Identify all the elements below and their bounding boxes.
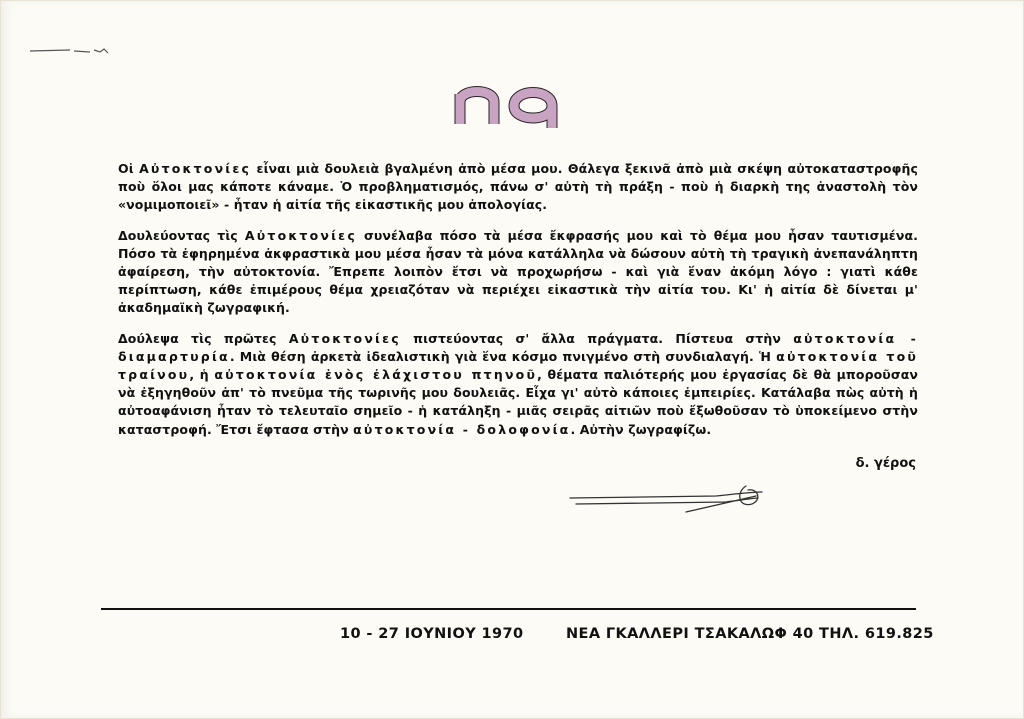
emphasized-term: Αὐτοκτονίες [244,227,357,243]
paragraph-text: . Αὐτὴν ζωγραφίζω. [570,421,712,437]
printer-mark [30,46,114,56]
paragraph-text: Δούλεψα τὶς πρῶτες [118,330,289,346]
statement-paragraph [118,227,918,318]
divider-line [101,608,916,610]
paragraph-text: , θέματα παλιότερής μου ἐργασίας δὲ θὰ μποροῦσαν νὰ ἐξηγηθοῦν ἀπ' τὸ πνεῦμα τῆς τωρινῆς μου δουλειᾶς. Εἶχα γι' αὐτὸ κάποιες ἐμπειρίες. Κατάλαβα πὼς αὐτὴ ἡ αὐτοαφάνιση ἦταν τὸ τελευταῖο σημεῖο - ἡ κατάληξη - μιᾶς σειρᾶς αἰτιῶν ποὺ ἔξωθοῦσαν τὸ ὑποκείμενο στὴν καταστροφή. Ἔτσι ἔφτασα στὴν [118,367,918,437]
gallery-address: ΝΕΑ ΓΚΑΛΛΕΡΙ ΤΣΑΚΑΛΩΦ 40 ΤΗΛ. 619.825 [566,626,934,642]
emphasized-term: αὐτοκτονία ἑνὸς ἐλάχιστου πτηνοῦ [214,367,538,383]
emphasized-term: Αὐτοκτονίες [288,330,401,346]
handwritten-signature [566,478,776,520]
paragraph-text: συνέλαβα πόσο τὰ μέσα ἔκφρασής μου καὶ τὸ θέμα μου ἦσαν ταυτισμένα. Πόσο τὰ ἐφηρημένα ἀκφραστικὰ μου μέσα ἦσαν τὰ μόνα κατάλληλα νὰ δώσουν αὐτὴ τὴ τραγικὴ ἀνεπανάληπτη ἀφαίρεση, τὴν αὐτοκτονία. Ἔπρεπε λοιπὸν ἔτσι νὰ προχωρήσω - καὶ γιὰ ἕναν ἀκόμη λόγο : γιατὶ κάθε περίπτωση, κάθε ἐπιμέρους θέμα χρειαζόταν νὰ περιέχει εἰκαστικὰ τὴν αἰτία του. Κι' ἡ αἰτία δὲ δίνεται μ' ἀκαδημαϊκὴ ζωγραφική. [118,227,919,316]
paragraph-text: εἶναι μιὰ δουλειὰ βγαλμένη ἀπὸ μέσα μου. Θάλεγα ξεκινᾶ ἀπὸ μιὰ σκέψη αὐτοκαταστροφῆς ποὺ ὅλοι μας κάποτε κάναμε. Ὁ προβληματισμός, πάνω σ' αὐτὴ τὴ πράξη - ποὺ ἡ διαρκὴ της ἀναστολὴ τὸν «νομιμοποιεῖ» - ἦταν ἡ αἰτία τῆς εἰκαστικῆς μου ἀπολογίας. [118,161,918,213]
paragraph-text: Οἱ [118,161,140,176]
statement-paragraph [118,330,918,439]
emphasized-term: αὐτοκτονία - δολοφονία [353,421,571,437]
gallery-logo [452,76,574,128]
exhibition-dates: 10 - 27 ΙΟΥΝΙΟΥ 1970 [340,626,524,642]
paragraph-text: . Μιὰ θέση ἀρκετὰ ἰδεαλιστικὴ γιὰ ἕνα κόσμο πνιγμένο στὴ συνδιαλαγή. Ἡ [229,348,777,364]
emphasized-term: αὐτοκτονία - διαμαρτυρία [118,330,919,364]
paragraph-text: , ἡ [189,367,215,383]
emphasized-term: Αὐτοκτονίες [139,161,252,176]
paragraph-text: Δουλεύοντας τὶς [118,227,245,243]
paragraph-text: πιστεύοντας σ' ἄλλα πράγματα. Πίστευα στὴν [400,330,794,346]
signature-name: δ. γέρος [855,456,916,471]
statement-text [118,160,918,451]
statement-paragraph [118,160,918,215]
emphasized-term: αὐτοκτονία τοῦ τραίνου [118,348,919,383]
